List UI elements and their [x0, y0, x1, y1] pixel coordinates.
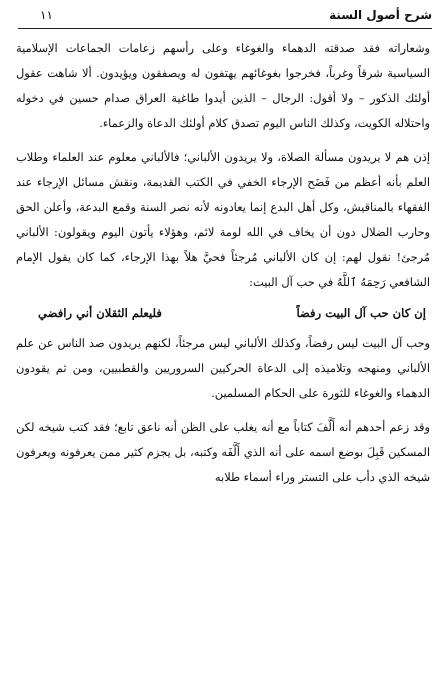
header-rule	[18, 28, 432, 29]
page-body	[16, 36, 430, 490]
page-header	[18, 8, 432, 30]
paragraph-1: وشعاراته فقد صدقته الدهماء والغوغاء وعلى رأسهم زعامات الجماعات الإسلامية السياسية شرقاً وغرباً، فخرجوا بغوغائهم يهتفون له ويصفقون ويؤيدون. ألا شاهت عقول أولئك الذكور – ولا أقول: الرجال – الذين أيدوا طاغية العراق صدام حسين في دخوله واحتلاله الكويت، وكذلك الناس اليوم تصدق كلام أولئك الدعاة والزعماء.	[16, 41, 430, 130]
paragraph-2: إذن هم لا يريدون مسألة الصلاة، ولا يريدون الألباني؛ فالألباني معلوم عند العلماء وطلاب العلم بأنه أعظم من فَضَح الإرجاء الخفي في الكتب القديمة، ونقش مسائل الإرجاء عند الفقهاء بالمناقيش، وكل أهل البدع إنما يعادونه لأنه نصر السنة وقمع البدعة، وأعلن الحق وحارب الضلال دون أن يخاف في الله لومة لائم، وهؤلاء يأتون اليوم ويقولون: الألباني مُرجئ! نقول لهم: إن كان الألباني مُرجئاً فحيَّ هلاً بهذا الإرجاء، كما كان يقول الإمام الشافعي رَحِمَهُ ٱللَّهُ في حب آل البيت:	[16, 150, 430, 289]
paragraph-4: وقد زعم أحدهم أنه أَلَّفَ كتاباً مع أنه يغلب على الظن أنه ناعق تابع؛ فقد كتب شيخه لكن المسكين قَبِلَ بوضع اسمه على أنه الذي أَلَّفَه وكتبه، بل يجزم كثير ممن يعرفونه ويعرفون شيخه الذي دأب على التستر وراء أسماء طلابه	[16, 420, 430, 484]
verse-hemistich-1: إن كان حب آل البيت رفضاً	[296, 306, 426, 320]
verse-hemistich-2: فليعلم الثقلان أني رافضي	[38, 306, 162, 320]
paragraph-3: وحب آل البيت ليس رفضاً، وكذلك الألباني ليس مرجئاً، لكنهم يريدون صد الناس عن علم الألباني ومنهجه وتلاميذه إلى الدعاة الحركيين السروريين والقطبيين، ومن ثم يقودون الدهماء والغوغاء للثورة على الحكام المسلمين.	[16, 336, 430, 400]
poetry-verse	[16, 301, 430, 325]
book-title: شرح أصول السنة	[329, 8, 432, 22]
page-number: ١١	[40, 8, 53, 22]
